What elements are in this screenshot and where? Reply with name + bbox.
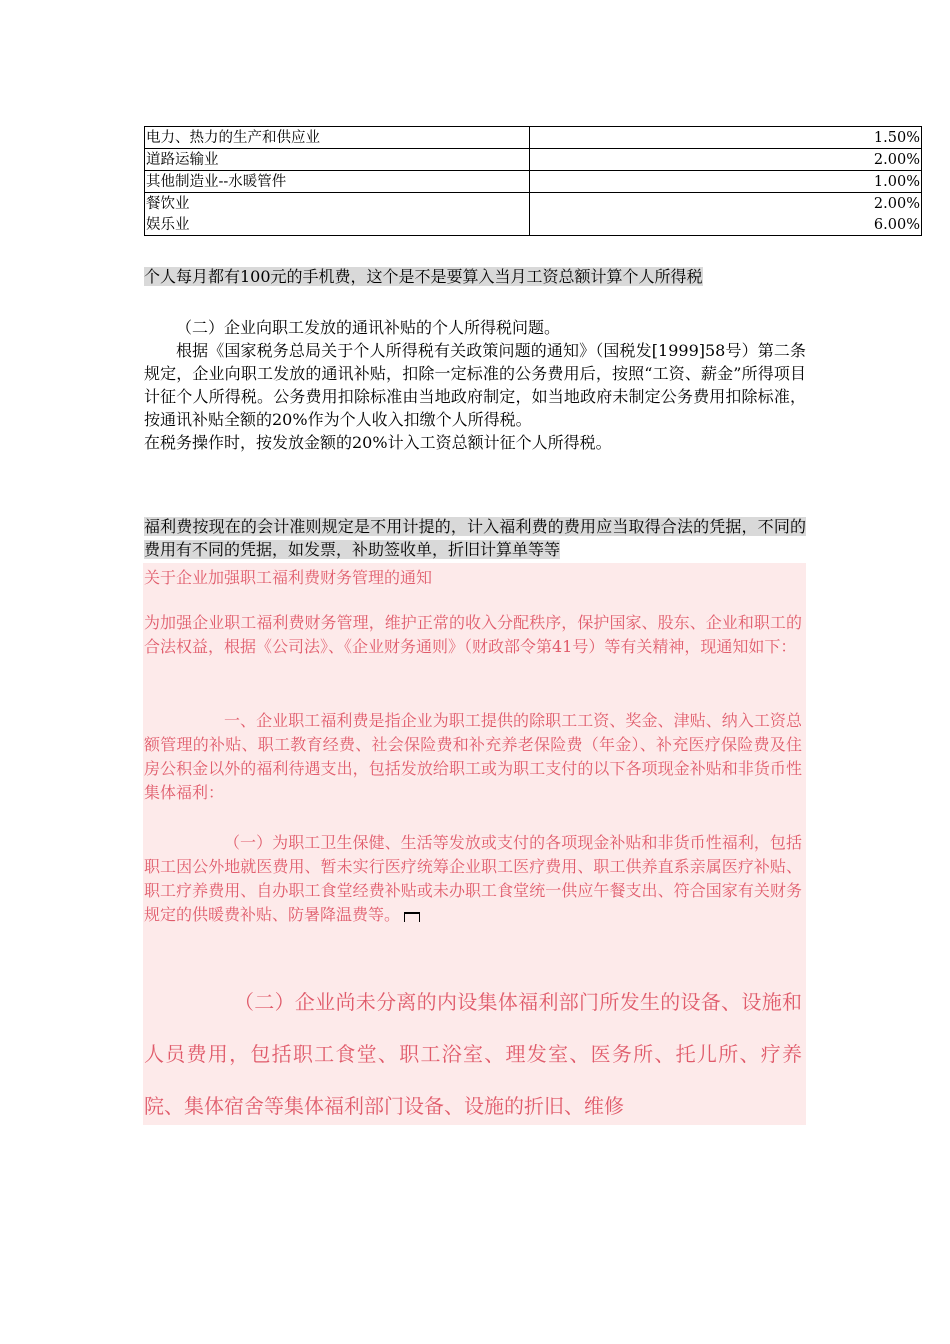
paragraph-mark-icon bbox=[404, 912, 420, 922]
rate-cell: 1.50% bbox=[530, 127, 922, 149]
rate-cell: 2.00% bbox=[530, 149, 922, 171]
table-row bbox=[145, 214, 922, 236]
notice-item-1-1 bbox=[144, 831, 802, 927]
question-text: 福利费按现在的会计准则规定是不用计提的，计入福利费的费用应当取得合法的凭据，不同的费用有不同的凭据，如发票，补助签收单，折旧计算单等等 bbox=[144, 517, 806, 559]
answer-body: 根据《国家税务总局关于个人所得税有关政策问题的通知》（国税发[1999]58号）第二条规定，企业向职工发放的通讯补贴，扣除一定标准的公务费用后，按照“工资、薪金”所得项目计征个人所得税。公务费用扣除标准由当地政府制定，如当地政府未制定公务费用扣除标准，按通讯补贴全额的20%作为个人收入扣缴个人所得税。 bbox=[144, 341, 806, 429]
table-row bbox=[145, 149, 922, 171]
industry-rate-table bbox=[144, 126, 922, 236]
industry-cell: 娱乐业 bbox=[145, 214, 530, 236]
question-phone-fee bbox=[144, 265, 806, 288]
industry-cell: 道路运输业 bbox=[145, 149, 530, 171]
notice-intro: 为加强企业职工福利费财务管理，维护正常的收入分配秩序，保护国家、股东、企业和职工的合法权益，根据《公司法》、《企业财务通则》（财政部令第41号）等有关精神，现通知如下： bbox=[144, 613, 802, 656]
table-row bbox=[145, 193, 922, 215]
rate-cell: 1.00% bbox=[530, 171, 922, 193]
notice-title: 关于企业加强职工福利费财务管理的通知 bbox=[144, 568, 433, 587]
table-row bbox=[145, 171, 922, 193]
question-text: 个人每月都有100元的手机费，这个是不是要算入当月工资总额计算个人所得税 bbox=[144, 267, 703, 286]
industry-cell: 餐饮业 bbox=[145, 193, 530, 215]
answer-heading: （二）企业向职工发放的通讯补贴的个人所得税问题。 bbox=[176, 318, 561, 337]
rate-cell: 6.00% bbox=[530, 214, 922, 236]
rate-cell: 2.00% bbox=[530, 193, 922, 215]
answer-note: 在税务操作时，按发放金额的20%计入工资总额计征个人所得税。 bbox=[144, 433, 612, 452]
table-row bbox=[145, 127, 922, 149]
notice-item-1: 一、企业职工福利费是指企业为职工提供的除职工工资、奖金、津贴、纳入工资总额管理的补贴、职工教育经费、社会保险费和补充养老保险费（年金）、补充医疗保险费及住房公积金以外的福利待遇支出，包括发放给职工或为职工支付的以下各项现金补贴和非货币性集体福利： bbox=[144, 711, 802, 802]
industry-cell: 其他制造业--水暖管件 bbox=[145, 171, 530, 193]
answer-phone-fee bbox=[144, 316, 806, 454]
notice-item-1-2: （二）企业尚未分离的内设集体福利部门所发生的设备、设施和人员费用，包括职工食堂、职工浴室、理发室、医务所、托儿所、疗养院、集体宿舍等集体福利部门设备、设施的折旧、维修 bbox=[144, 990, 802, 1118]
notice-item-1-1-text: （一）为职工卫生保健、生活等发放或支付的各项现金补贴和非货币性福利，包括职工因公外地就医费用、暂未实行医疗统筹企业职工医疗费用、职工供养直系亲属医疗补贴、职工疗养费用、自办职工食堂经费补贴或未办职工食堂统一供应午餐支出、符合国家有关财务规定的供暖费补贴、防暑降温费等。 bbox=[144, 833, 802, 924]
question-welfare bbox=[144, 515, 806, 561]
industry-cell: 电力、热力的生产和供应业 bbox=[145, 127, 530, 149]
